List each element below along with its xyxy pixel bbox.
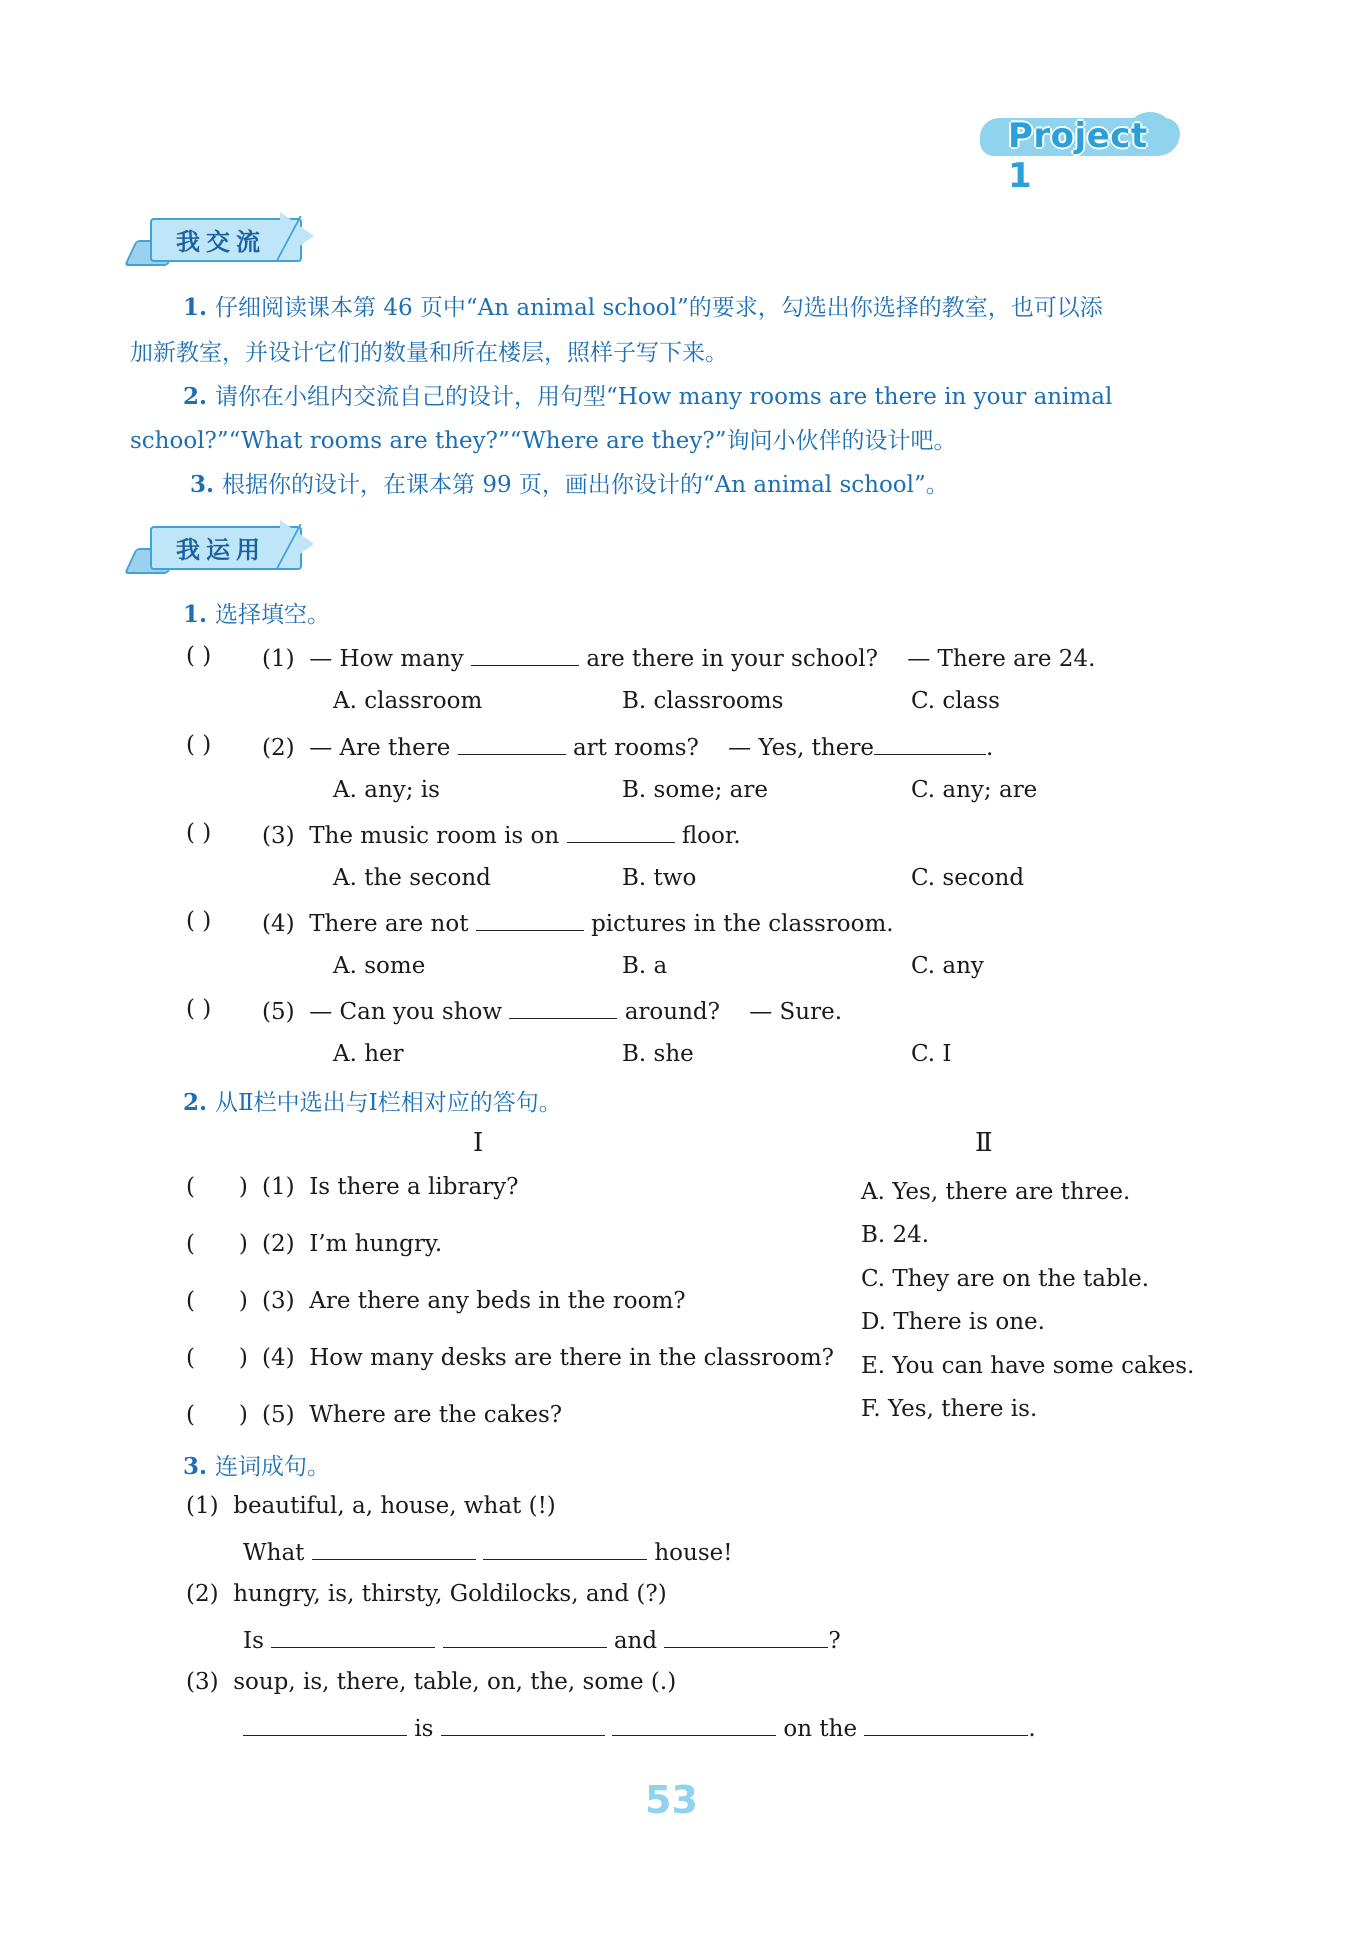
match-answer-e: E. You can have some cakes.: [861, 1353, 1195, 1379]
exchange-item-1-line2: 加新教室，并设计它们的数量和所在楼层，照样子写下来。: [130, 340, 728, 366]
answer-paren: ( ): [186, 908, 212, 934]
column-i-heading: Ⅰ: [473, 1128, 484, 1158]
exchange-item-1: 1. 仔细阅读课本第 46 页中“An animal school”的要求，勾选出你选择的教室，也可以添: [183, 294, 1103, 321]
option-a: A. any; is: [333, 777, 440, 803]
answer-paren: ( ): [186, 1345, 248, 1371]
option-b: B. classrooms: [622, 688, 784, 714]
option-b: B. a: [622, 953, 668, 979]
match-answer-c: C. They are on the table.: [861, 1266, 1150, 1292]
answer-paren: ( ): [186, 1174, 248, 1200]
match-answer-a: A. Yes, there are three.: [861, 1179, 1131, 1205]
fill-blank[interactable]: [441, 1713, 605, 1736]
banner-label: 我运用: [176, 536, 266, 564]
match-item-5: (5) Where are the cakes?: [262, 1402, 563, 1428]
question-2: (2) — Are there art rooms? — Yes, there .: [262, 732, 993, 761]
fill-blank[interactable]: [476, 908, 584, 931]
match-item-1: (1) Is there a library?: [262, 1174, 519, 1200]
match-answer-b: B. 24.: [861, 1222, 930, 1248]
exchange-item-2-line2: school?”“What rooms are they?”“Where are they?”询问小伙伴的设计吧。: [130, 428, 957, 454]
fill-blank[interactable]: [458, 732, 566, 755]
project-label: Project 1: [1008, 116, 1148, 196]
answer-paren: ( ): [186, 1231, 248, 1257]
fill-blank[interactable]: [567, 820, 675, 843]
fill-blank[interactable]: [471, 643, 579, 666]
match-item-4: (4) How many desks are there in the classroom?: [262, 1345, 835, 1371]
part3-heading: 3. 连词成句。: [183, 1453, 331, 1480]
option-c: C. class: [911, 688, 1000, 714]
option-a: A. the second: [333, 865, 491, 891]
question-5: (5) — Can you show around? — Sure.: [262, 996, 842, 1025]
option-b: B. two: [622, 865, 697, 891]
page-number: 53: [645, 1778, 698, 1822]
fill-blank[interactable]: [664, 1625, 828, 1648]
exchange-item-3: 3. 根据你的设计，在课本第 99 页，画出你设计的“An animal school”。: [190, 471, 949, 498]
reorder-item-3-words: (3) soup, is, there, table, on, the, some (.): [186, 1669, 677, 1695]
column-ii-heading: Ⅱ: [975, 1128, 993, 1158]
option-c: C. I: [911, 1041, 952, 1067]
part2-heading: 2. 从Ⅱ栏中选出与Ⅰ栏相对应的答句。: [183, 1089, 562, 1116]
answer-paren: ( ): [186, 643, 212, 669]
banner-label: 我交流: [176, 228, 266, 256]
answer-paren: ( ): [186, 996, 212, 1022]
question-3: (3) The music room is on floor.: [262, 820, 741, 849]
option-c: C. any; are: [911, 777, 1038, 803]
answer-paren: ( ): [186, 820, 212, 846]
fill-blank[interactable]: [509, 996, 617, 1019]
match-item-2: (2) I’m hungry.: [262, 1231, 443, 1257]
match-answer-f: F. Yes, there is.: [861, 1396, 1038, 1422]
reorder-item-1-answer: What house!: [243, 1537, 733, 1566]
part1-heading: 1. 选择填空。: [183, 601, 331, 628]
fill-blank[interactable]: [312, 1537, 476, 1560]
option-a: A. classroom: [333, 688, 483, 714]
fill-blank[interactable]: [874, 732, 986, 755]
answer-paren: ( ): [186, 1402, 248, 1428]
reorder-item-3-answer: is on the .: [243, 1713, 1036, 1742]
section-banner-apply: [130, 518, 320, 576]
option-a: A. some: [333, 953, 426, 979]
question-1: (1) — How many are there in your school? — There are 24.: [262, 643, 1095, 672]
answer-paren: ( ): [186, 732, 212, 758]
fill-blank[interactable]: [483, 1537, 647, 1560]
fill-blank[interactable]: [243, 1713, 407, 1736]
exchange-item-2: 2. 请你在小组内交流自己的设计，用句型“How many rooms are there in your animal: [183, 383, 1113, 410]
fill-blank[interactable]: [612, 1713, 776, 1736]
answer-paren: ( ): [186, 1288, 248, 1314]
reorder-item-2-answer: Is and ?: [243, 1625, 841, 1654]
option-a: A. her: [333, 1041, 404, 1067]
fill-blank[interactable]: [271, 1625, 435, 1648]
option-b: B. some; are: [622, 777, 768, 803]
reorder-item-2-words: (2) hungry, is, thirsty, Goldilocks, and (?): [186, 1581, 667, 1607]
question-4: (4) There are not pictures in the classroom.: [262, 908, 894, 937]
reorder-item-1-words: (1) beautiful, a, house, what (!): [186, 1493, 556, 1519]
match-item-3: (3) Are there any beds in the room?: [262, 1288, 686, 1314]
match-answer-d: D. There is one.: [861, 1309, 1045, 1335]
option-c: C. any: [911, 953, 984, 979]
fill-blank[interactable]: [864, 1713, 1028, 1736]
project-badge: [980, 110, 1180, 196]
section-banner-exchange: [130, 210, 320, 268]
option-c: C. second: [911, 865, 1025, 891]
option-b: B. she: [622, 1041, 694, 1067]
fill-blank[interactable]: [443, 1625, 607, 1648]
